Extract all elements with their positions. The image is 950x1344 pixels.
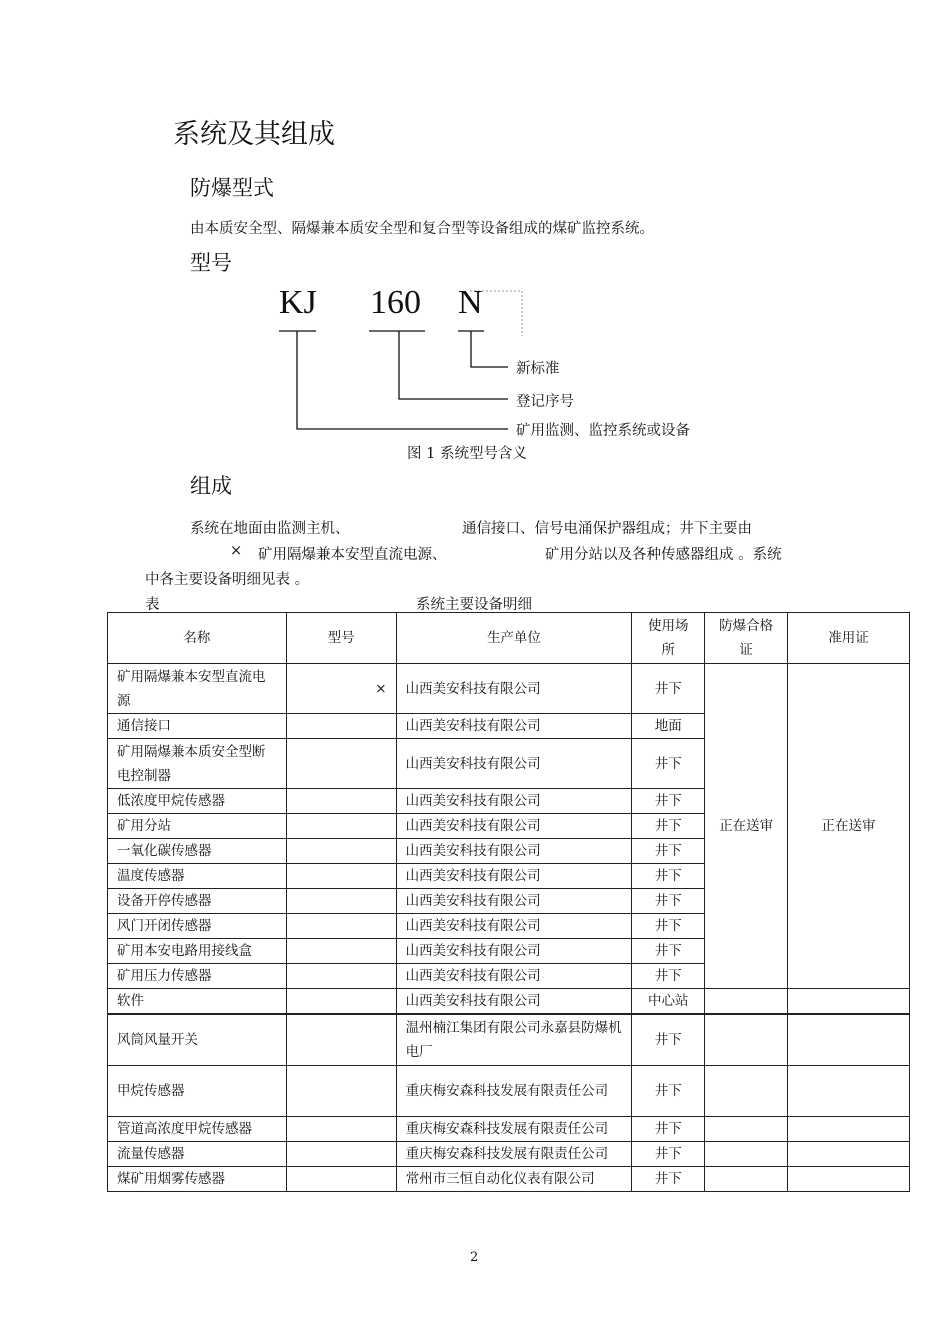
cell-maker: 山西美安科技有限公司: [396, 739, 632, 789]
cell-model: [286, 1117, 396, 1142]
cell-explosion-cert: [705, 1167, 788, 1192]
cell-maker: 温州楠江集团有限公司永嘉县防爆机电厂: [396, 1014, 632, 1066]
cell-place: 井下: [632, 814, 705, 839]
cell-name: 温度传感器: [108, 864, 287, 889]
cell-maker: 山西美安科技有限公司: [396, 914, 632, 939]
cell-place: 井下: [632, 939, 705, 964]
cell-permit: [788, 1066, 910, 1117]
cell-model: [286, 864, 396, 889]
table-row: [108, 1117, 910, 1142]
table-label: 表: [145, 597, 160, 613]
cell-maker: 山西美安科技有限公司: [396, 664, 632, 714]
cell-name: 设备开停传感器: [108, 889, 287, 914]
cell-maker: 山西美安科技有限公司: [396, 889, 632, 914]
cell-model: [286, 1066, 396, 1117]
cell-place: 井下: [632, 839, 705, 864]
header-explosion-cert: 防爆合格证: [705, 613, 788, 664]
model-code-kj: KJ: [279, 284, 317, 321]
cell-name: 甲烷传感器: [108, 1066, 287, 1117]
cell-model: [286, 789, 396, 814]
cell-name: 一氧化碳传感器: [108, 839, 287, 864]
cell-model: [286, 714, 396, 739]
table-row: [108, 989, 910, 1015]
page-number: 2: [470, 1250, 479, 1265]
cell-permit-merged: 正在送审: [788, 664, 910, 989]
cell-explosion-cert-merged: 正在送审: [705, 664, 788, 989]
composition-line3: 中各主要设备明细见表 。: [145, 572, 310, 588]
header-name: 名称: [108, 613, 287, 664]
cell-model: [286, 1167, 396, 1192]
cell-maker: 山西美安科技有限公司: [396, 814, 632, 839]
cell-name: 通信接口: [108, 714, 287, 739]
cell-place: 井下: [632, 889, 705, 914]
composition-line2-b: 矿用隔爆兼本安型直流电源、: [258, 547, 447, 563]
cell-name: 软件: [108, 989, 287, 1015]
cell-model: [286, 1142, 396, 1167]
cell-place: 井下: [632, 964, 705, 989]
composition-line1-b: 通信接口、信号电涌保护器组成；井下主要由: [462, 521, 752, 537]
cell-model: [286, 914, 396, 939]
equipment-table: [107, 612, 910, 1192]
table-row: [108, 664, 910, 714]
cell-model: [286, 989, 396, 1015]
cell-maker: 山西美安科技有限公司: [396, 839, 632, 864]
cell-name: 矿用压力传感器: [108, 964, 287, 989]
cell-place: 井下: [632, 1142, 705, 1167]
figure-caption: 图 1 系统型号含义: [407, 446, 527, 462]
model-code-n: N: [458, 284, 483, 321]
cell-permit: [788, 1014, 910, 1066]
cell-place: 井下: [632, 914, 705, 939]
label-mining-system: 矿用监测、监控系统或设备: [516, 423, 690, 439]
cell-name: 管道高浓度甲烷传感器: [108, 1117, 287, 1142]
cell-model: [286, 1014, 396, 1066]
cell-name: 矿用隔爆兼本质安全型断电控制器: [108, 739, 287, 789]
section-title-composition: 组成: [190, 474, 232, 498]
cell-maker: 山西美安科技有限公司: [396, 714, 632, 739]
cell-explosion-cert: [705, 1117, 788, 1142]
label-new-standard: 新标准: [516, 361, 560, 377]
label-registration-number: 登记序号: [516, 394, 574, 410]
cell-model: [286, 939, 396, 964]
cell-place: 井下: [632, 1014, 705, 1066]
cell-place: 井下: [632, 664, 705, 714]
cell-maker: 山西美安科技有限公司: [396, 864, 632, 889]
header-permit: 准用证: [788, 613, 910, 664]
cell-maker: 重庆梅安森科技发展有限责任公司: [396, 1117, 632, 1142]
cell-permit: [788, 989, 910, 1015]
page-heading: 系统及其组成: [173, 119, 335, 150]
cell-model: [286, 739, 396, 789]
cell-place: 井下: [632, 739, 705, 789]
cell-place: 井下: [632, 1167, 705, 1192]
cell-maker: 常州市三恒自动化仪表有限公司: [396, 1167, 632, 1192]
cell-maker: 山西美安科技有限公司: [396, 939, 632, 964]
cell-model: [286, 964, 396, 989]
cell-permit: [788, 1167, 910, 1192]
cell-name: 矿用隔爆兼本安型直流电源: [108, 664, 287, 714]
table-row: [108, 1066, 910, 1117]
cell-explosion-cert: [705, 1142, 788, 1167]
cell-explosion-cert: [705, 1014, 788, 1066]
cell-place: 中心站: [632, 989, 705, 1015]
cell-model: [286, 889, 396, 914]
table-header-row: [108, 613, 910, 664]
cell-name: 低浓度甲烷传感器: [108, 789, 287, 814]
table-row: [108, 1167, 910, 1192]
model-code-number: 160: [370, 284, 421, 321]
header-model: 型号: [286, 613, 396, 664]
section-title-explosion-type: 防爆型式: [190, 176, 274, 200]
cell-permit: [788, 1117, 910, 1142]
cell-maker: 山西美安科技有限公司: [396, 989, 632, 1015]
model-diagram: [270, 284, 740, 463]
cell-place: 井下: [632, 1066, 705, 1117]
table-row: [108, 1142, 910, 1167]
cell-place: 井下: [632, 789, 705, 814]
cell-maker: 重庆梅安森科技发展有限责任公司: [396, 1142, 632, 1167]
cell-model: ×: [286, 664, 396, 714]
section-title-model: 型号: [190, 251, 232, 275]
header-place: 使用场所: [632, 613, 705, 664]
cell-model: [286, 839, 396, 864]
cell-place: 地面: [632, 714, 705, 739]
cell-maker: 山西美安科技有限公司: [396, 789, 632, 814]
cell-place: 井下: [632, 864, 705, 889]
cell-name: 风筒风量开关: [108, 1014, 287, 1066]
cell-name: 流量传感器: [108, 1142, 287, 1167]
cell-place: 井下: [632, 1117, 705, 1142]
composition-line1-a: 系统在地面由监测主机、: [190, 521, 350, 537]
cell-name: 矿用本安电路用接线盒: [108, 939, 287, 964]
cell-explosion-cert: [705, 989, 788, 1015]
table-row: [108, 1014, 910, 1066]
composition-line2-c: 矿用分站以及各种传感器组成 。系统: [545, 547, 782, 563]
composition-line2-a: ×: [230, 543, 243, 559]
explosion-type-text: 由本质安全型、隔爆兼本质安全型和复合型等设备组成的煤矿监控系统。: [190, 221, 654, 237]
cell-name: 矿用分站: [108, 814, 287, 839]
cell-maker: 山西美安科技有限公司: [396, 964, 632, 989]
cell-permit: [788, 1142, 910, 1167]
header-maker: 生产单位: [396, 613, 632, 664]
cell-name: 煤矿用烟雾传感器: [108, 1167, 287, 1192]
cell-explosion-cert: [705, 1066, 788, 1117]
cell-model: [286, 814, 396, 839]
cell-name: 风门开闭传感器: [108, 914, 287, 939]
table-title: 系统主要设备明细: [416, 597, 532, 613]
cell-maker: 重庆梅安森科技发展有限责任公司: [396, 1066, 632, 1117]
